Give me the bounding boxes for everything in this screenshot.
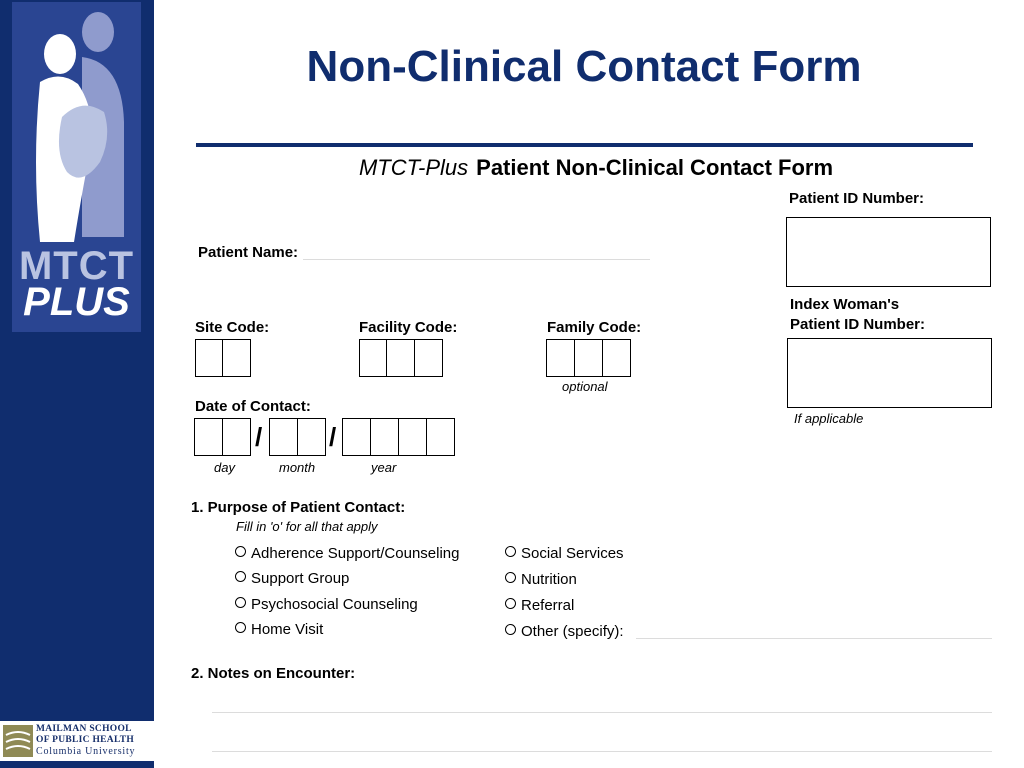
patient-id-label: Patient ID Number: xyxy=(789,190,925,207)
date-separator: / xyxy=(329,422,337,452)
date-digit-box[interactable] xyxy=(370,418,399,456)
radio-circle-icon[interactable] xyxy=(235,597,246,608)
option-label: Referral xyxy=(521,597,575,614)
date-day-caption: day xyxy=(214,460,235,475)
code-digit-box[interactable] xyxy=(546,339,575,377)
date-digit-box[interactable] xyxy=(398,418,427,456)
purpose-option-social-services[interactable] xyxy=(505,545,624,562)
purpose-option-nutrition[interactable] xyxy=(505,571,577,588)
family-code-field[interactable] xyxy=(546,339,631,377)
code-digit-box[interactable] xyxy=(386,339,415,377)
index-woman-note: If applicable xyxy=(794,411,864,426)
institution-line: MAILMAN SCHOOL xyxy=(36,724,132,734)
family-code-note: optional xyxy=(562,379,608,394)
title-divider xyxy=(196,143,973,147)
institution-logo xyxy=(0,721,154,761)
notes-label: 2. Notes on Encounter: xyxy=(191,665,356,682)
code-digit-box[interactable] xyxy=(414,339,443,377)
purpose-option-adherence[interactable] xyxy=(235,545,459,562)
purpose-option-referral[interactable] xyxy=(505,597,574,614)
radio-circle-icon[interactable] xyxy=(505,572,516,583)
purpose-label: 1. Purpose of Patient Contact: xyxy=(191,499,406,516)
radio-circle-icon[interactable] xyxy=(505,546,516,557)
date-digit-box[interactable] xyxy=(222,418,251,456)
purpose-option-psychosocial[interactable] xyxy=(235,596,418,613)
option-label: Adherence Support/Counseling xyxy=(251,545,460,562)
date-separator: / xyxy=(255,422,263,452)
institution-name xyxy=(36,724,135,757)
date-month-field[interactable] xyxy=(269,418,326,456)
radio-circle-icon[interactable] xyxy=(235,546,246,557)
other-specify-field[interactable] xyxy=(636,638,992,639)
purpose-option-support-group[interactable] xyxy=(235,570,349,587)
facility-code-field[interactable] xyxy=(359,339,443,377)
date-of-contact-label: Date of Contact: xyxy=(195,398,311,415)
code-digit-box[interactable] xyxy=(195,339,223,377)
patient-name-field[interactable] xyxy=(303,259,650,260)
notes-line[interactable] xyxy=(212,712,992,713)
purpose-option-home-visit[interactable] xyxy=(235,621,323,638)
option-label: Social Services xyxy=(521,545,624,562)
code-digit-box[interactable] xyxy=(359,339,387,377)
date-digit-box[interactable] xyxy=(194,418,223,456)
institution-line: Columbia University xyxy=(36,746,136,757)
index-woman-id-field[interactable] xyxy=(787,338,992,408)
patient-name-label: Patient Name: xyxy=(198,244,299,261)
site-code-label: Site Code: xyxy=(195,319,270,336)
mtct-plus-logo xyxy=(12,2,141,332)
date-digit-box[interactable] xyxy=(297,418,326,456)
institution-emblem-icon xyxy=(3,725,33,757)
patient-id-field[interactable] xyxy=(786,217,991,287)
page-title: Non-Clinical Contact Form xyxy=(306,42,862,91)
date-month-caption: month xyxy=(279,460,316,475)
code-digit-box[interactable] xyxy=(602,339,631,377)
site-code-field[interactable] xyxy=(195,339,251,377)
option-label: Psychosocial Counseling xyxy=(251,596,418,613)
radio-circle-icon[interactable] xyxy=(235,571,246,582)
subtitle-form-name: Patient Non-Clinical Contact Form xyxy=(476,155,834,180)
date-year-caption: year xyxy=(371,460,397,475)
radio-circle-icon[interactable] xyxy=(505,598,516,609)
notes-line[interactable] xyxy=(212,751,992,752)
family-code-label: Family Code: xyxy=(547,319,642,336)
date-digit-box[interactable] xyxy=(269,418,298,456)
facility-code-label: Facility Code: xyxy=(359,319,458,336)
date-day-field[interactable] xyxy=(194,418,251,456)
option-label: Support Group xyxy=(251,570,350,587)
logo-text-plus: PLUS xyxy=(23,280,130,324)
radio-circle-icon[interactable] xyxy=(235,622,246,633)
institution-line: OF PUBLIC HEALTH xyxy=(36,735,135,745)
date-digit-box[interactable] xyxy=(426,418,455,456)
index-woman-label-line1: Index Woman's xyxy=(790,296,900,313)
purpose-option-other[interactable] xyxy=(505,623,624,640)
code-digit-box[interactable] xyxy=(222,339,251,377)
date-year-field[interactable] xyxy=(342,418,455,456)
option-label: Nutrition xyxy=(521,571,577,588)
option-label: Home Visit xyxy=(251,621,324,638)
option-label: Other (specify): xyxy=(521,623,624,640)
mother-child-figure-icon xyxy=(12,2,141,252)
form-subtitle xyxy=(196,155,996,181)
index-woman-label-line2: Patient ID Number: xyxy=(790,316,926,333)
subtitle-program: MTCT-Plus xyxy=(358,155,469,180)
radio-circle-icon[interactable] xyxy=(505,624,516,635)
code-digit-box[interactable] xyxy=(574,339,603,377)
logo-text-mtct: MTCT xyxy=(18,244,135,288)
purpose-instruction: Fill in 'o' for all that apply xyxy=(236,519,378,534)
sidebar xyxy=(0,0,154,768)
date-digit-box[interactable] xyxy=(342,418,371,456)
